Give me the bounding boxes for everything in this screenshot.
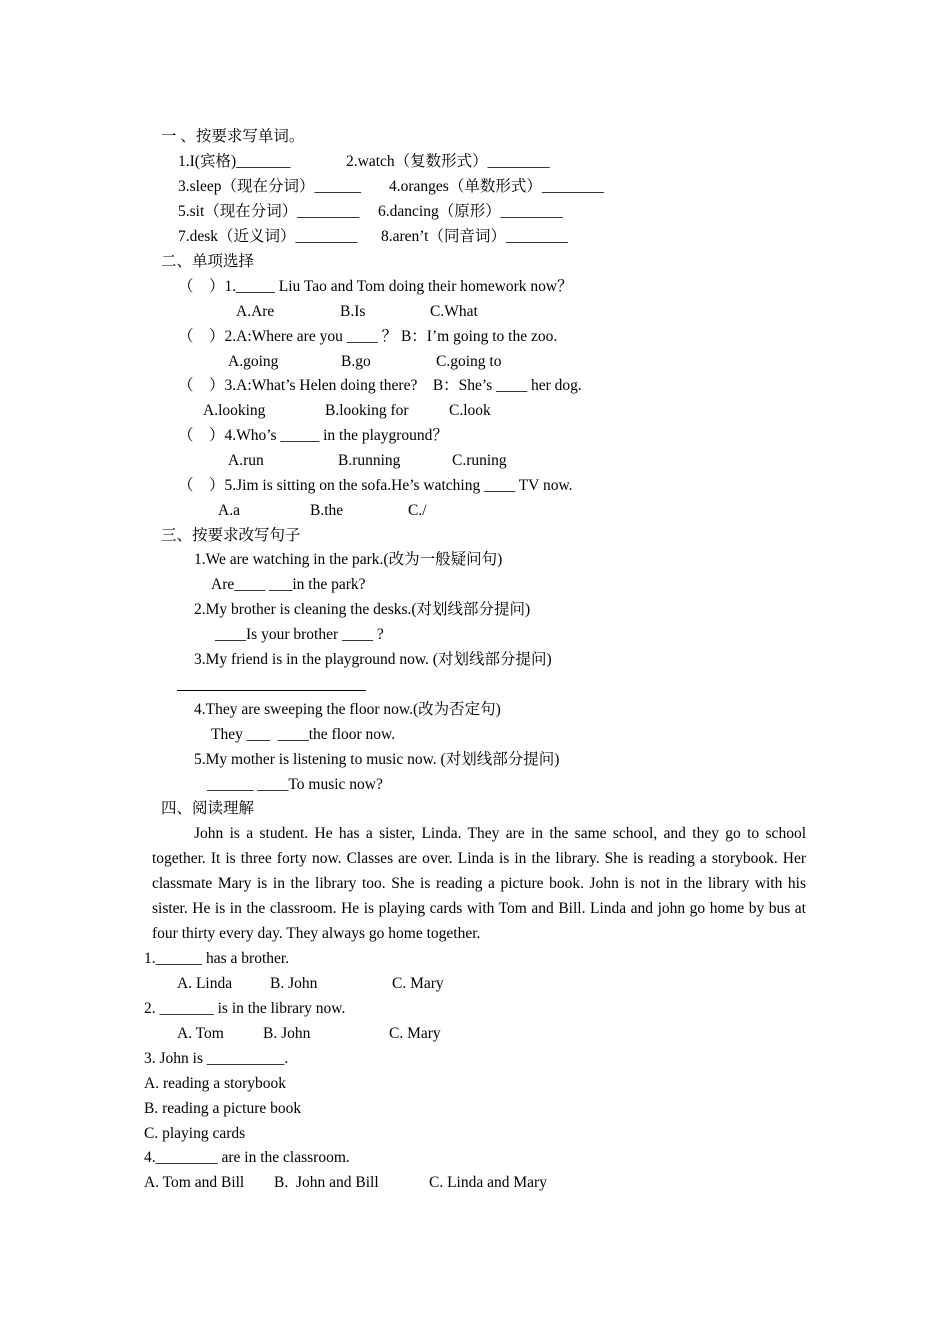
s2-question-4: （ ）4.Who’s _____ in the playground？ [178,427,448,444]
s2-q1-option-a: A.Are [236,303,275,320]
s1-item-4: 4.oranges（单数形式）________ [389,178,604,195]
s4-q2-option-a: A. Tom [177,1025,224,1042]
s2-q3-option-a: A.looking [203,402,266,419]
s1-item-8: 8.aren’t（同音词）________ [381,228,568,245]
reading-passage: John is a student. He has a sister, Linda. They are in the same school, and they go to school together. It is three forty now. Classes are over. Linda is in the library. She is reading a storybook. Her classmate Mary is in the library too. She is reading a picture book. John is not in the library with his sister. He is in the classroom. He is playing cards with Tom and Bill. Linda and john go home by bus at four thirty every day. They always go home together. [152,825,806,942]
s1-item-2: 2.watch（复数形式）________ [346,153,550,170]
s1-item-5: 5.sit（现在分词）________ [178,203,360,220]
s2-q5-option-c: C./ [408,502,427,519]
s2-question-1: （ ）1._____ Liu Tao and Tom doing their homework now？ [178,278,573,295]
s3-question-3: 3.My friend is in the playground now. (对划线部分提问) [194,651,552,668]
s2-q5-option-a: A.a [218,502,240,519]
s2-q4-option-b: B.running [338,452,401,469]
s3-answer-5: ______ ____To music now? [207,776,383,793]
section1-title: 一 、按要求写单词。 [161,128,305,145]
s2-q1-option-c: C.What [430,303,478,320]
s4-q4-option-b: B. John and Bill [274,1174,379,1191]
s1-item-1: 1.I(宾格)_______ [178,153,291,170]
s4-q1-option-a: A. Linda [177,975,233,992]
s1-item-6: 6.dancing（原形）________ [378,203,563,220]
s2-question-2: （ ）2.A:Where are you ____ ？ B：I’m going to the zoo. [178,328,558,345]
s2-q4-option-c: C.runing [452,452,507,469]
s4-q4-option-a: A. Tom and Bill [144,1174,245,1191]
s2-question-5: （ ）5.Jim is sitting on the sofa.He’s watching ____ TV now. [178,477,573,494]
s4-q3-option-c: C. playing cards [144,1125,246,1142]
s2-q1-option-b: B.Is [340,303,366,320]
s3-question-5: 5.My mother is listening to music now. (对划线部分提问) [194,751,560,768]
s2-q2-option-c: C.going to [436,353,502,370]
s4-question-4: 4.________ are in the classroom. [144,1149,350,1166]
s3-question-1: 1.We are watching in the park.(改为一般疑问句) [194,551,503,568]
s2-q2-option-b: B.go [341,353,371,370]
s4-question-3: 3. John is __________. [144,1050,289,1067]
s2-q5-option-b: B.the [310,502,344,519]
s3-question-4: 4.They are sweeping the floor now.(改为否定句) [194,701,501,718]
s2-question-3: （ ）3.A:What’s Helen doing there? B：She’s ____ her dog. [178,377,582,394]
s4-q1-option-b: B. John [270,975,318,992]
s2-q3-option-b: B.looking for [325,402,409,419]
s4-q1-option-c: C. Mary [392,975,444,992]
s1-item-3: 3.sleep（现在分词）______ [178,178,361,195]
section2-title: 二、单项选择 [161,253,255,270]
s4-q4-option-c: C. Linda and Mary [429,1174,547,1191]
s4-q3-option-a: A. reading a storybook [144,1075,287,1092]
s2-q3-option-c: C.look [449,402,491,419]
s2-q2-option-a: A.going [228,353,279,370]
s3-question-2: 2.My brother is cleaning the desks.(对划线部分提问) [194,601,531,618]
s4-q2-option-c: C. Mary [389,1025,441,1042]
s4-q3-option-b: B. reading a picture book [144,1100,302,1117]
section3-title: 三、按要求改写句子 [161,527,301,544]
s2-q4-option-a: A.run [228,452,264,469]
s3-answer-2: ____Is your brother ____ ? [215,626,384,643]
s4-question-2: 2. _______ is in the library now. [144,1000,346,1017]
s4-q2-option-b: B. John [263,1025,311,1042]
s1-item-7: 7.desk（近义词）________ [178,228,358,245]
s3-answer-4: They ___ ____the floor now. [211,726,396,743]
s4-question-1: 1.______ has a brother. [144,950,290,967]
section4-title: 四、阅读理解 [161,800,255,817]
s3-answer-3-blank [177,690,366,691]
s3-answer-1: Are____ ___in the park? [211,576,366,593]
